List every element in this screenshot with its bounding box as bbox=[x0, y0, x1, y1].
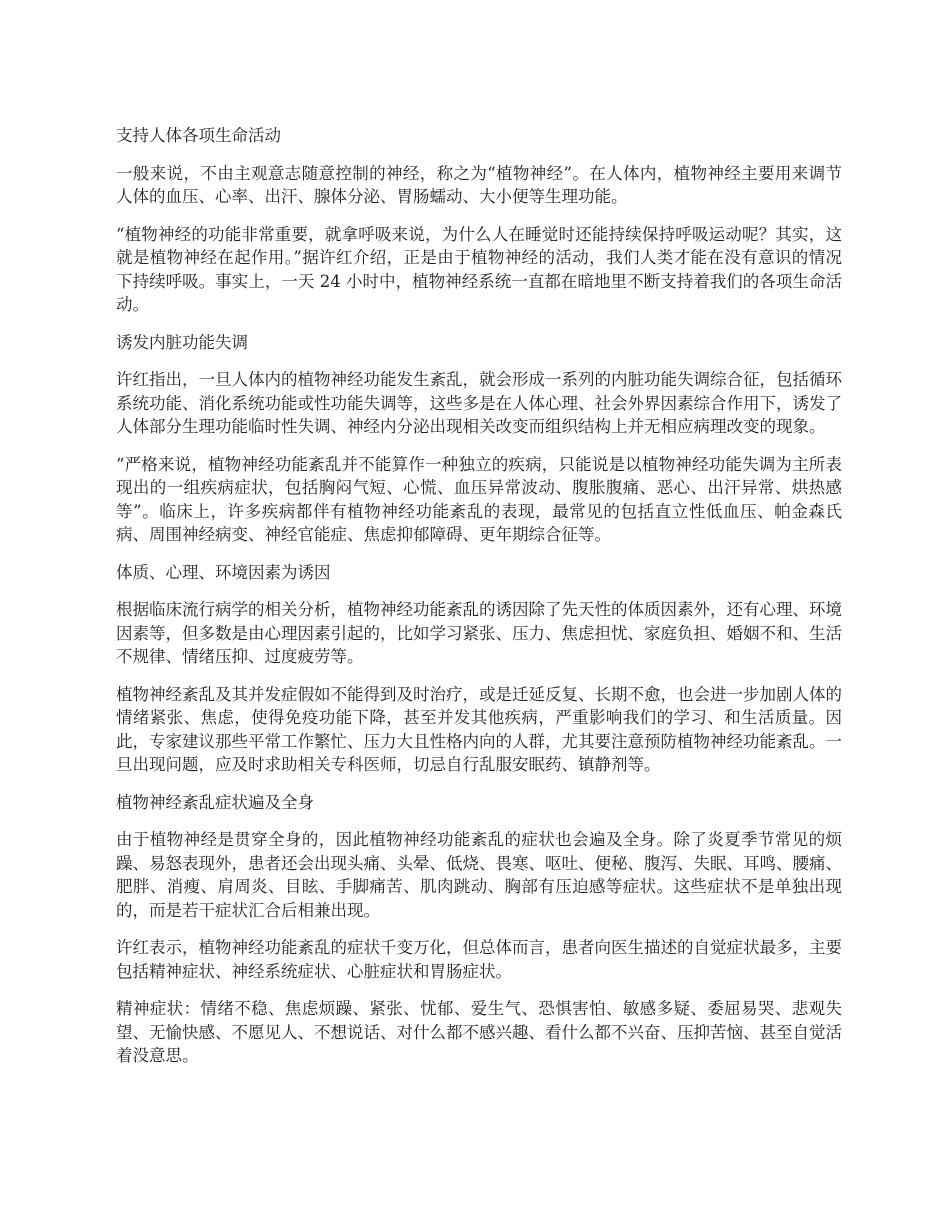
paragraph: 一般来说，不由主观意志随意控制的神经，称之为“植物神经”。在人体内，植物神经主要用来调节人体的血压、心率、出汗、腺体分泌、胃肠蠕动、大小便等生理功能。 bbox=[116, 163, 842, 206]
paragraph: 许红表示，植物神经功能紊乱的症状千变万化，但总体而言，患者向医生描述的自觉症状最多，主要包括精神症状、神经系统症状、心脏症状和胃肠症状。 bbox=[116, 938, 842, 981]
document-body bbox=[116, 124, 842, 1082]
paragraph: 许红指出，一旦人体内的植物神经功能发生紊乱，就会形成一系列的内脏功能失调综合征，包括循环系统功能、消化系统功能或性功能失调等，这些多是在人体心理、社会外界因素综合作用下，诱发了人体部分生理功能临时性失调、神经内分泌出现相关改变而组织结构上并无相应病理改变的现象。 bbox=[116, 370, 842, 436]
section-heading: 体质、心理、环境因素为诱因 bbox=[116, 562, 331, 582]
section-heading: 支持人体各项生命活动 bbox=[116, 126, 281, 145]
paragraph: 由于植物神经是贯穿全身的，因此植物神经功能紊乱的症状也会遍及全身。除了炎夏季节常见的烦躁、易怒表现外，患者还会出现头痛、头晕、低烧、畏寒、呕吐、便秘、腹泻、失眠、耳鸣、腰痛、肥胖、消瘦、肩周炎、目眩、手脚痛苦、肌肉跳动、胸部有压迫感等症状。这些症状不是单独出现的，而是若干症状汇合后相兼出现。 bbox=[116, 830, 842, 920]
paragraph: 精神症状：情绪不稳、焦虑烦躁、紧张、忧郁、爱生气、恐惧害怕、敏感多疑、委屈易哭、悲观失望、无愉快感、不愿见人、不想说话、对什么都不感兴趣、看什么都不兴奋、压抑苦恼、甚至自觉活着没意思。 bbox=[116, 999, 842, 1065]
paragraph: 植物神经紊乱及其并发症假如不能得到及时治疗，或是迁延反复、长期不愈，也会进一步加剧人体的情绪紧张、焦虑，使得免疫功能下降，甚至并发其他疾病，严重影响我们的学习、和生活质量。因此，专家建议那些平常工作繁忙、压力大且性格内向的人群，尤其要注意预防植物神经功能紊乱。一旦出现问题，应及时求助相关专科医师，切忌自行乱服安眠药、镇静剂等。 bbox=[116, 684, 842, 774]
paragraph: “严格来说，植物神经功能紊乱并不能算作一种独立的疾病，只能说是以植物神经功能失调为主所表现出的一组疾病症状，包括胸闷气短、心慌、血压异常波动、腹胀腹痛、恶心、出汗异常、烘热感等”。临床上，许多疾病都伴有植物神经功能紊乱的表现，最常见的包括直立性低血压、帕金森氏病、周围神经病变、神经官能症、焦虑抑郁障碍、更年期综合征等。 bbox=[116, 454, 842, 544]
section-heading: 植物神经紊乱症状遍及全身 bbox=[116, 792, 314, 812]
paragraph: 根据临床流行病学的相关分析，植物神经功能紊乱的诱因除了先天性的体质因素外，还有心理、环境因素等，但多数是由心理因素引起的，比如学习紧张、压力、焦虑担忧、家庭负担、婚姻不和、生活不规律、情绪压抑、过度疲劳等。 bbox=[116, 600, 842, 666]
section-heading: 诱发内脏功能失调 bbox=[116, 332, 248, 352]
paragraph: “植物神经的功能非常重要，就拿呼吸来说，为什么人在睡觉时还能持续保持呼吸运动呢？其实，这就是植物神经在起作用。”据许红介绍，正是由于植物神经的活动，我们人类才能在没有意识的情况下持续呼吸。事实上，一天 24 小时中，植物神经系统一直都在暗地里不断支持着我们的各项生命活动。 bbox=[116, 224, 842, 314]
